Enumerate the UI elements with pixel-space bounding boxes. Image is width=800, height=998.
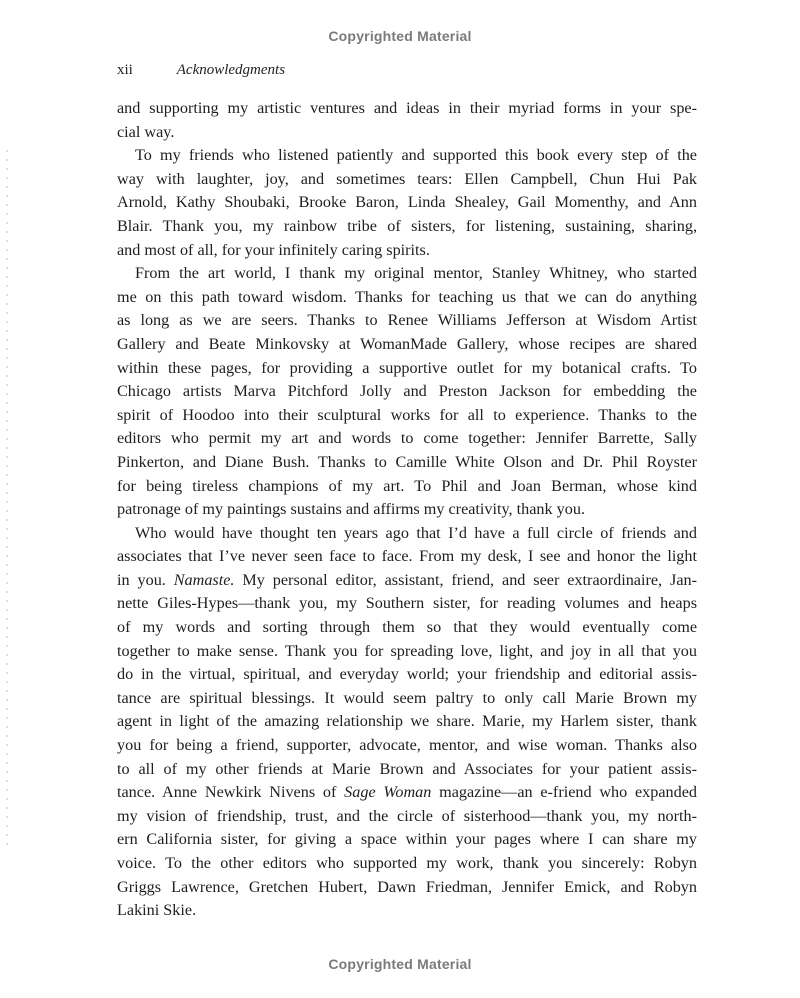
running-head (117, 62, 285, 79)
italic-text: Namaste. (173, 570, 235, 589)
text-line: ern California sister, for giving a space within your pages where I can share my (117, 830, 697, 849)
text-line: within these pages, for providing a supportive outlet for my botanical crafts. To (117, 358, 697, 377)
copyright-watermark-top: Copyrighted Material (328, 28, 472, 44)
text-line: Blair. Thank you, my rainbow tribe of sisters, for listening, sustaining, sharing, (117, 216, 697, 235)
text-line: and supporting my artistic ventures and ideas in their myriad forms in your spe- (117, 99, 697, 117)
scan-margin-artifact (6, 150, 8, 850)
text-line: From the art world, I thank my original mentor, Stanley Whitney, who started (135, 264, 697, 283)
text-line: me on this path toward wisdom. Thanks for teaching us that we can do anything (117, 287, 697, 306)
text-segment: magazine—an e-friend who expanded (431, 783, 698, 802)
text-line: Chicago artists Marva Pitchford Jolly and Preston Jackson for embedding the (117, 382, 697, 401)
text-line: nette Giles-Hypes—thank you, my Southern sister, for reading volumes and heaps (117, 594, 697, 613)
text-line: Pinkerton, and Diane Bush. Thanks to Camille White Olson and Dr. Phil Royster (117, 452, 697, 471)
text-line: of my words and sorting through them so that they would eventually come (117, 618, 697, 637)
text-line: do in the virtual, spiritual, and everyday world; your friendship and editorial assis- (117, 665, 697, 684)
text-line: editors who permit my art and words to come together: Jennifer Barrette, Sally (117, 429, 697, 448)
text-line: my vision of friendship, trust, and the circle of sisterhood—thank you, my north- (117, 806, 697, 825)
text-line: voice. To the other editors who supported my work, thank you sincerely: Robyn (117, 854, 697, 872)
page-number: xii (117, 62, 133, 78)
text-line: Lakini Skie. (117, 901, 197, 920)
text-segment: in you. (117, 570, 174, 589)
text-line: associates that I’ve never seen face to face. From my desk, I see and honor the light (117, 547, 697, 566)
italic-text: Sage Woman (344, 783, 432, 802)
text-line (117, 569, 697, 593)
copyright-watermark-bottom: Copyrighted Material (328, 956, 472, 972)
chapter-title: Acknowledgments (176, 62, 286, 78)
text-line: Griggs Lawrence, Gretchen Hubert, Dawn Friedman, Jennifer Emick, and Robyn (117, 877, 697, 896)
body-text (117, 97, 697, 923)
text-segment: My personal editor, assistant, friend, and seer extraordinaire, Jan- (234, 570, 697, 589)
text-line: Who would have thought ten years ago that I’d have a full circle of friends and (135, 523, 697, 542)
text-line: as long as we are seers. Thanks to Renee Williams Jefferson at Wisdom Artist (117, 311, 697, 330)
text-line: agent in light of the amazing relationship we share. Marie, my Harlem sister, thank (117, 712, 697, 731)
text-line: To my friends who listened patiently and supported this book every step of the (135, 146, 697, 165)
text-line (117, 781, 697, 805)
text-line: you for being a friend, supporter, advocate, mentor, and wise woman. Thanks also (117, 736, 697, 755)
text-line: for being tireless champions of my art. To Phil and Joan Berman, whose kind (117, 476, 697, 495)
text-segment: tance. Anne Newkirk Nivens of (117, 783, 345, 802)
text-line: tance are spiritual blessings. It would seem paltry to only call Marie Brown my (117, 688, 697, 707)
text-line: spirit of Hoodoo into their sculptural works for all to experience. Thanks to the (117, 405, 697, 424)
text-line: and most of all, for your infinitely caring spirits. (117, 240, 430, 259)
text-line: Arnold, Kathy Shoubaki, Brooke Baron, Linda Shealey, Gail Momenthy, and Ann (117, 193, 697, 212)
text-line: to all of my other friends at Marie Brown and Associates for your patient assis- (117, 759, 697, 778)
text-line: cial way. (117, 122, 175, 141)
text-line: patronage of my paintings sustains and affirms my creativity, thank you. (117, 500, 585, 519)
text-line: Gallery and Beate Minkovsky at WomanMade Gallery, whose recipes are shared (117, 334, 697, 353)
text-line: together to make sense. Thank you for spreading love, light, and joy in all that you (117, 641, 697, 660)
text-line: way with laughter, joy, and sometimes tears: Ellen Campbell, Chun Hui Pak (117, 169, 697, 188)
